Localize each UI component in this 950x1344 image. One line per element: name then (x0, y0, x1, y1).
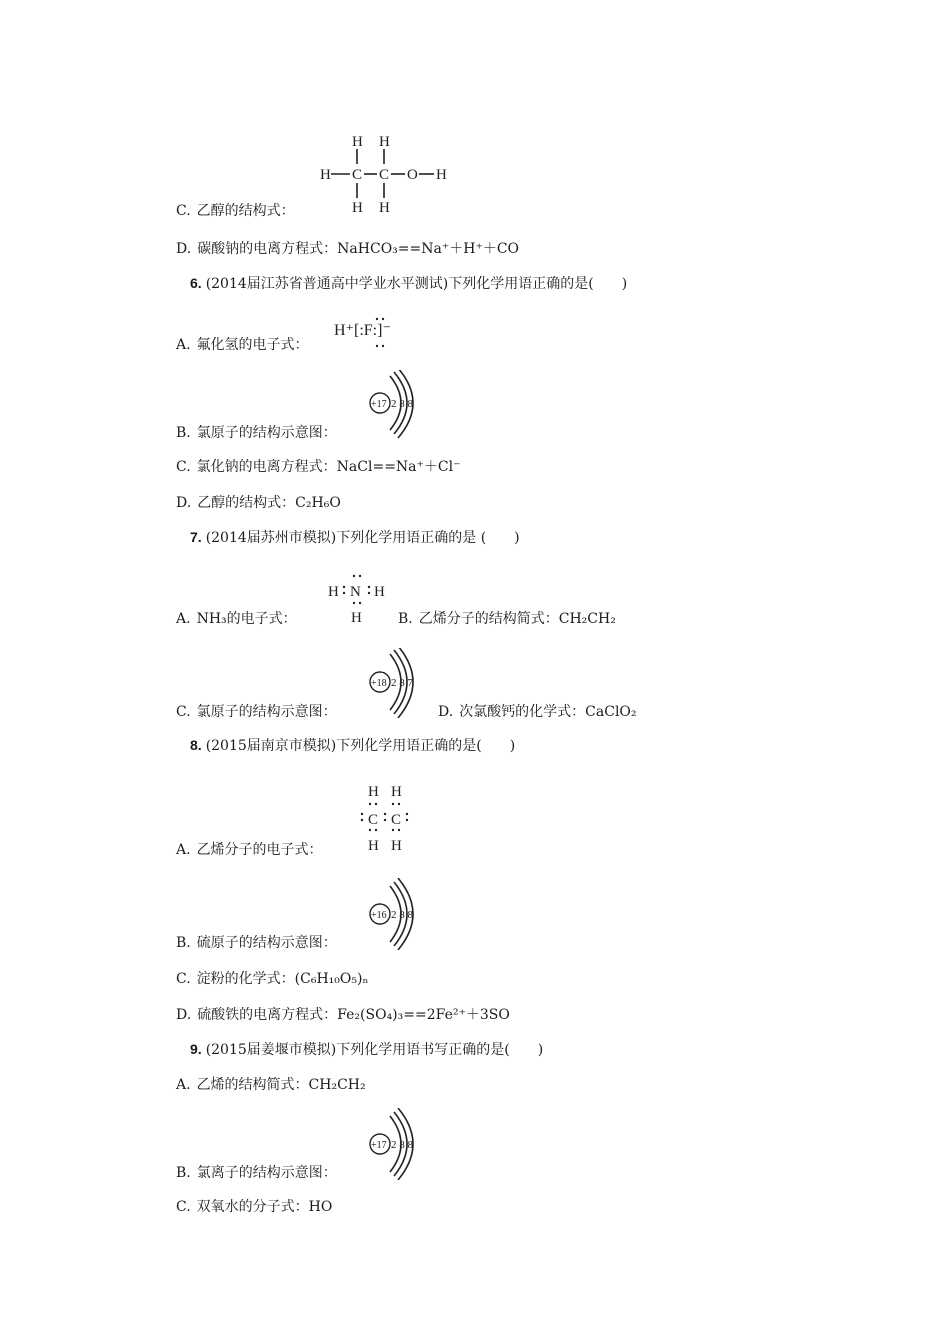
atom-c: C (379, 167, 390, 183)
q5-option-c (176, 202, 295, 220)
option-text: 乙烯分子的结构简式：CH₂CH₂ (418, 611, 616, 627)
atom-h: H (352, 200, 363, 216)
atom-h: H (379, 200, 390, 216)
option-text: 氯原子的结构示意图： (196, 425, 337, 441)
option-text: 氯原子的结构示意图： (196, 704, 337, 720)
option-label: C. (176, 971, 191, 987)
shell-electrons: 2 8 8 (391, 1139, 413, 1151)
formula-text: H⁺[:F:]⁻ (334, 322, 391, 339)
q8-stem (190, 736, 515, 755)
option-text: 乙烯分子的电子式： (196, 842, 323, 858)
option-text: 淀粉的化学式：(C₆H₁₀O₅)ₙ (196, 971, 369, 987)
atom-h: H (391, 784, 402, 800)
hf-electron-formula-figure (334, 314, 424, 350)
chlorine-atom-diagram (366, 648, 428, 718)
q8-option-a (176, 841, 323, 859)
option-label: C. (176, 203, 191, 219)
nucleus-charge: +16 (371, 910, 387, 921)
shell-electrons: 2 8 7 (391, 677, 413, 689)
atom-h: H (379, 134, 390, 150)
q7-option-b (398, 610, 616, 628)
atom-h: H (436, 167, 447, 183)
option-text: 乙醇的结构式： (196, 203, 295, 219)
option-label: D. (438, 704, 454, 720)
q7-option-d (438, 703, 637, 721)
question-text: (2014届苏州市模拟)下列化学用语正确的是 ( ) (205, 530, 520, 546)
question-text: (2015届南京市模拟)下列化学用语正确的是( ) (205, 738, 516, 754)
q5-option-d (176, 240, 519, 258)
q6-option-b (176, 424, 337, 442)
option-text: 双氧水的分子式：HO (196, 1199, 333, 1215)
option-label: A. (176, 611, 191, 627)
atom-h: H (368, 838, 379, 854)
q8-option-b (176, 934, 337, 952)
atom-c: C (352, 167, 363, 183)
option-label: C. (176, 459, 191, 475)
chlorine-atom-diagram (366, 370, 426, 440)
atom-o: O (407, 167, 418, 183)
question-number: 7. (190, 529, 202, 545)
q6-stem (190, 274, 627, 293)
ethylene-electron-formula-figure (358, 780, 418, 856)
atom-h: H (352, 134, 363, 150)
sulfur-atom-diagram (366, 878, 426, 950)
question-number: 6. (190, 275, 202, 291)
option-label: D. (176, 1007, 192, 1023)
q9-option-a (176, 1076, 366, 1094)
question-text: (2014届江苏省普通高中学业水平测试)下列化学用语正确的是( ) (205, 276, 628, 292)
option-label: A. (176, 337, 191, 353)
q9-option-b (176, 1164, 337, 1182)
atom-h: H (351, 610, 362, 626)
q7-stem (190, 528, 520, 547)
option-label: C. (176, 704, 191, 720)
nucleus-charge: +17 (371, 399, 387, 410)
atom-h: H (328, 584, 339, 600)
option-text: 次氯酸钙的化学式：CaClO₂ (459, 704, 637, 720)
question-text: (2015届姜堰市模拟)下列化学用语书写正确的是( ) (205, 1042, 544, 1058)
atom-c: C (391, 812, 402, 828)
nucleus-charge: +17 (371, 1140, 387, 1151)
option-label: A. (176, 842, 191, 858)
ammonia-electron-formula-figure (326, 568, 392, 626)
q6-option-c (176, 458, 460, 476)
option-text: 碳酸钠的电离方程式：NaHCO₃==Na⁺＋H⁺＋CO (197, 241, 520, 257)
option-text: 氯离子的结构示意图： (196, 1165, 337, 1181)
q8-option-c (176, 970, 369, 988)
shell-electrons: 2 8 8 (391, 909, 413, 921)
option-label: B. (176, 935, 191, 951)
atom-h: H (374, 584, 385, 600)
atom-c: C (368, 812, 379, 828)
option-label: C. (176, 1199, 191, 1215)
q9-stem (190, 1040, 543, 1059)
option-text: 氯化钠的电离方程式：NaCl==Na⁺＋Cl⁻ (196, 459, 461, 475)
option-text: 乙烯的结构简式：CH₂CH₂ (196, 1077, 366, 1093)
q7-option-a-b (176, 610, 297, 628)
option-label: B. (176, 425, 191, 441)
atom-h: H (320, 167, 331, 183)
option-text: NH₃的电子式： (196, 611, 297, 627)
option-text: 乙醇的结构式：C₂H₆O (197, 495, 341, 511)
q7-option-c (176, 703, 337, 721)
shell-electrons: 2 8 8 (391, 398, 413, 410)
option-label: D. (176, 241, 192, 257)
q8-option-d (176, 1006, 510, 1024)
atom-h: H (368, 784, 379, 800)
option-text: 硫酸铁的电离方程式：Fe₂(SO₄)₃==2Fe²⁺＋3SO (197, 1007, 510, 1023)
option-label: B. (176, 1165, 191, 1181)
q9-option-c (176, 1198, 332, 1216)
ethanol-structure-figure (318, 128, 458, 220)
option-label: B. (398, 611, 413, 627)
question-number: 9. (190, 1041, 202, 1057)
option-text: 氟化氢的电子式： (196, 337, 309, 353)
option-label: A. (176, 1077, 191, 1093)
option-text: 硫原子的结构示意图： (196, 935, 337, 951)
q6-option-d (176, 494, 341, 512)
nucleus-charge: +18 (371, 678, 387, 689)
atom-n: N (350, 584, 361, 600)
chloride-ion-diagram (366, 1108, 426, 1180)
q6-option-a (176, 336, 309, 354)
atom-h: H (391, 838, 402, 854)
option-label: D. (176, 495, 192, 511)
question-number: 8. (190, 737, 202, 753)
